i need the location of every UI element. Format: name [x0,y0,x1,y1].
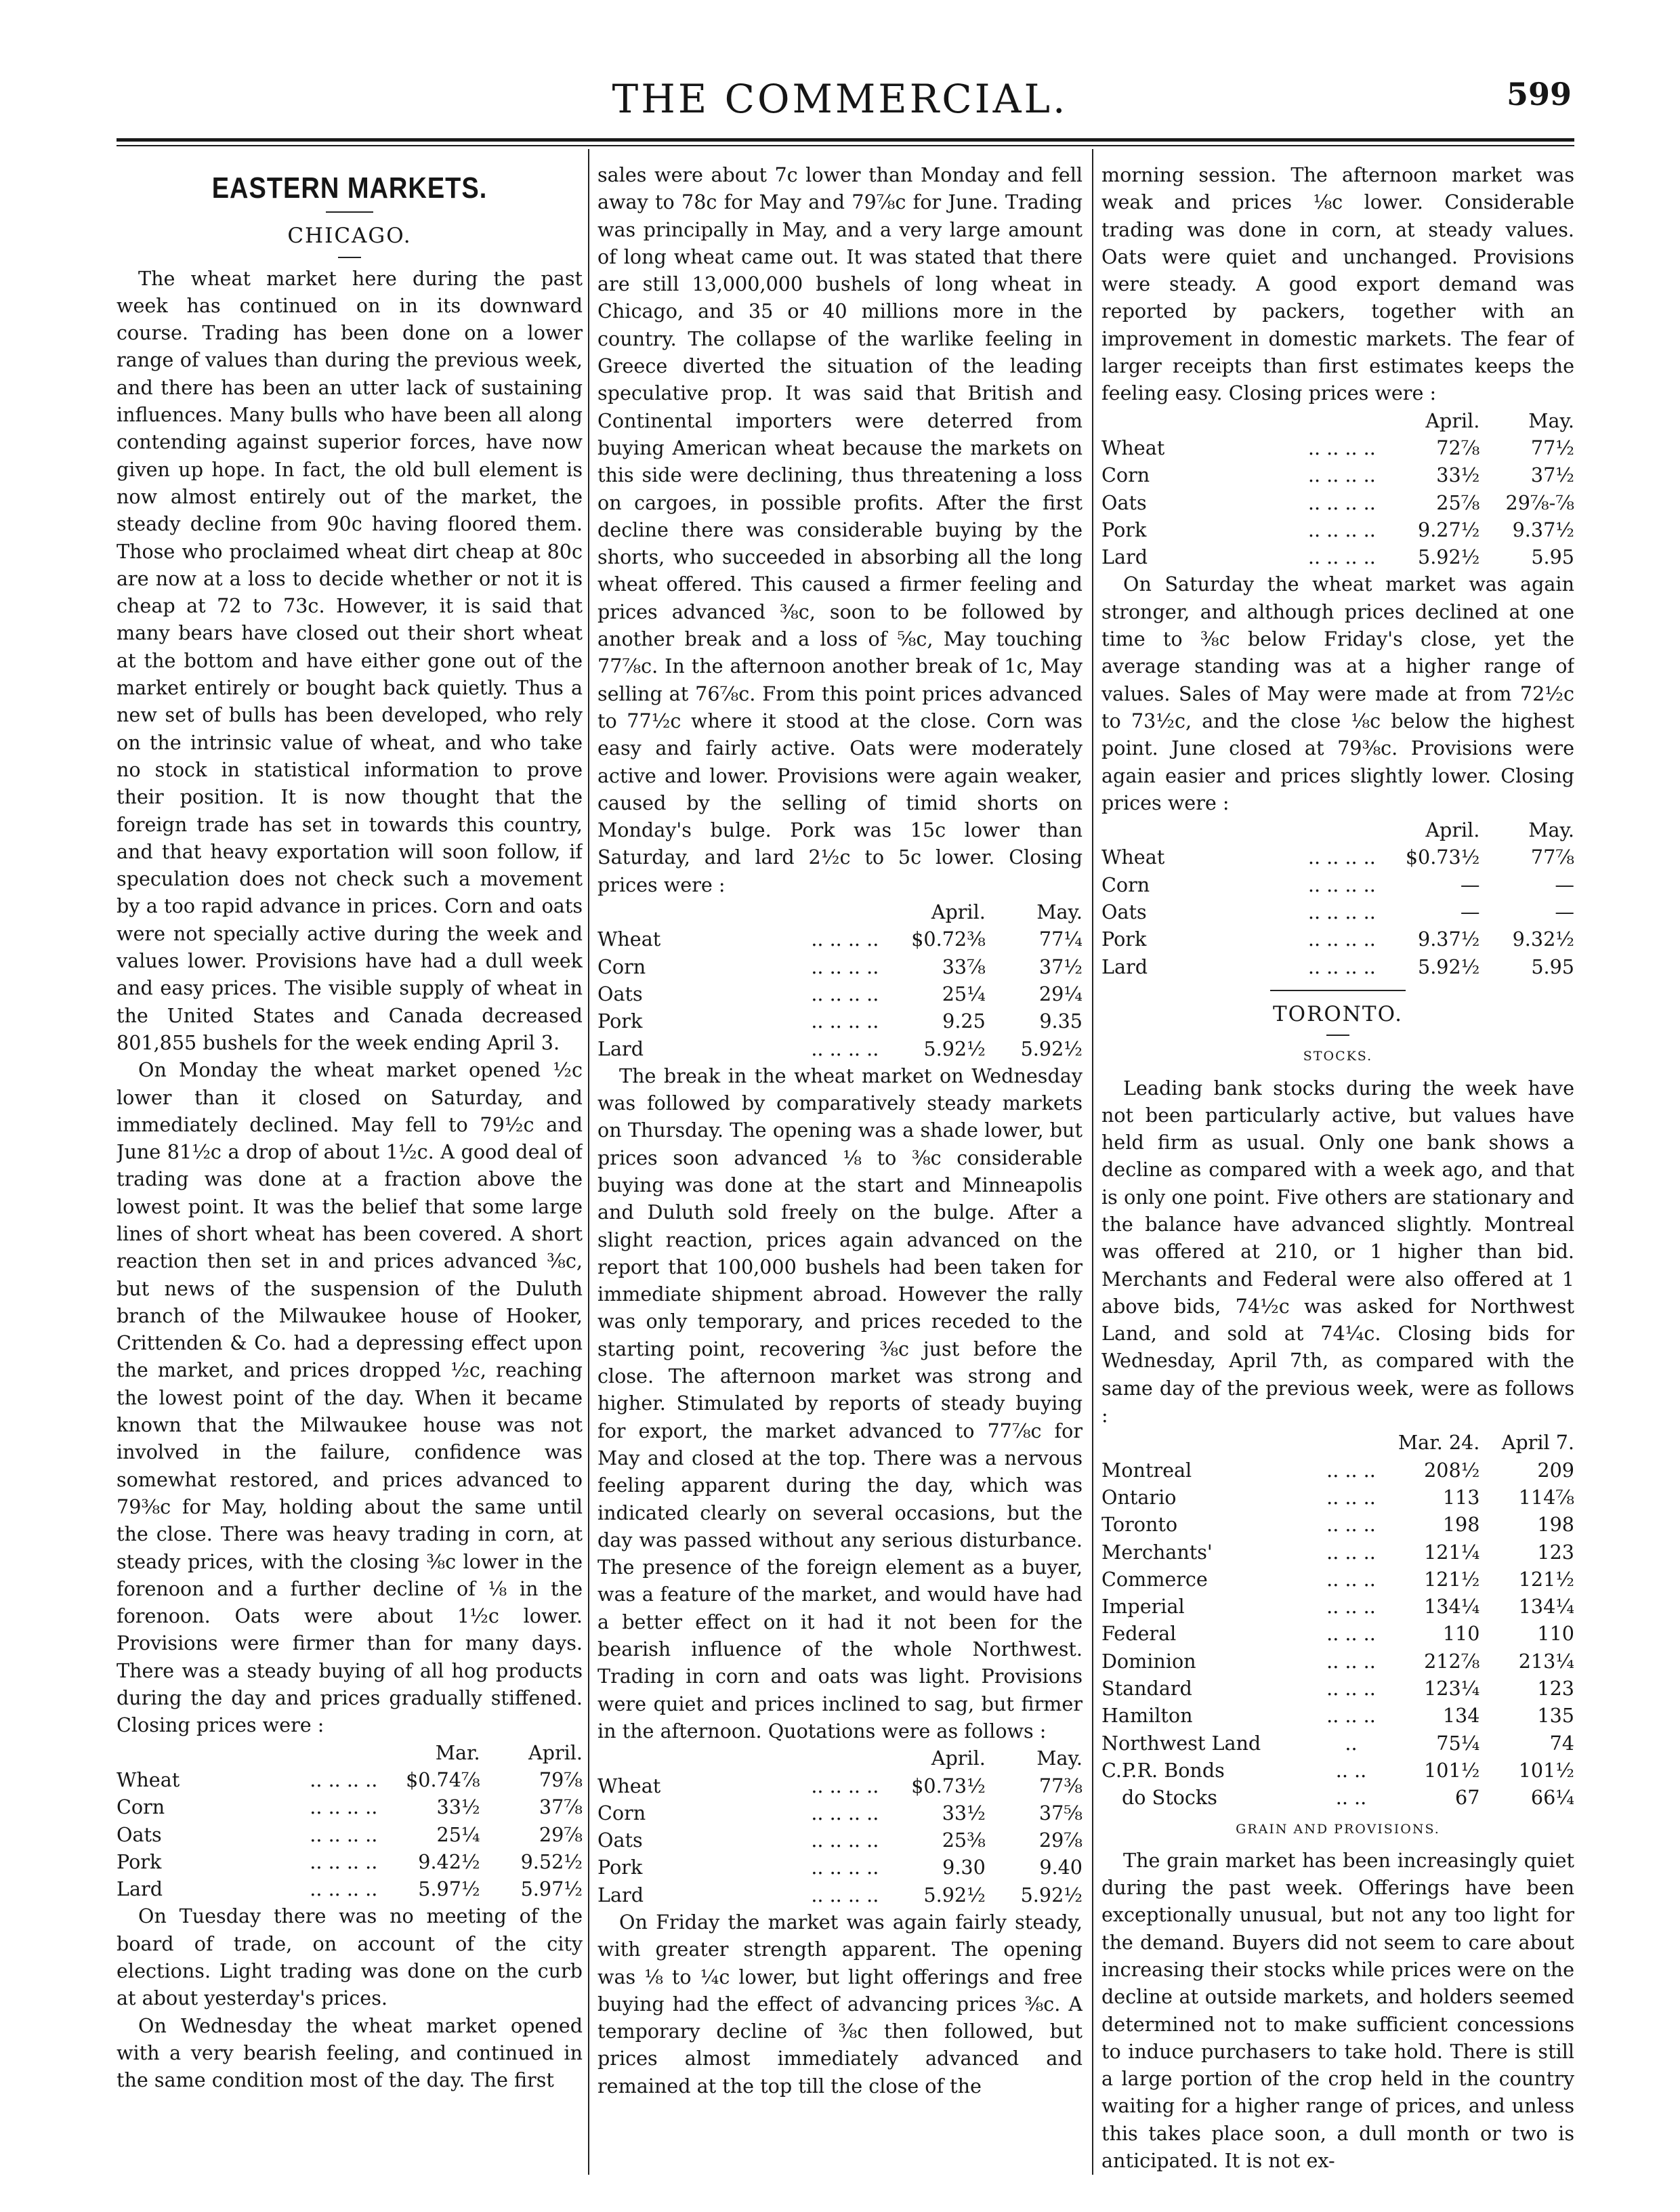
divider [1270,990,1406,991]
table-header-row [1101,816,1574,843]
paragraph: Leading bank stocks during the week have not been particularly active, but values have held firm as usual. Only one bank shows a decline as compared with a week ago, and that is only one point. Five others are stationary and the balance have advanced slightly. Montreal was offered at 210, or 1 higher than bid. Merchants and Federal were also offered at 1 above bids, 74½c was asked for Northwest Land, and sold at 74¼c. Closing bids for Wednesday, April 7th, as compared with the same day of the previous week, were as follows : [1101,1076,1574,1427]
price-cell: 33½ [942,1801,986,1824]
column-2 [597,161,1083,2187]
commodity-label: Oats [597,982,643,1005]
commodity-label: Oats [597,1829,643,1852]
price-cell: 25¼ [436,1822,480,1846]
paragraph: On Monday the wheat market opened ½c lower than it closed on Saturday, and immediately declined. May fell to 79½c and June 81½c a drop of about 1½c. A good deal of trading was done at a fraction above the lowest point. It was the belief that some large lines of short wheat has been covered. A short reaction then set in and prices advanced ⅜c, but news of the suspension of the Duluth branch of the Milwaukee house of Hooker, Crittenden & Co. had a depressing effect upon the market, and prices dropped ½c, reaching the lowest point of the day. When it became known that the Milwaukee house was not involved in the failure, confidence was somewhat restored, and prices advanced to 79⅜c for May, holding about the same until the close. There was heavy trading in corn, at steady prices, with the closing ⅜c lower in the forenoon and a further decline of ⅛ in the forenoon. Oats were about 1½c lower. Provisions were firmer than for many days. There was a steady buying of all hog products during the day and prices gradually stiffened. Closing prices were : [117,1058,583,1737]
bid-cell: 123 [1537,1540,1574,1564]
price-cell: — [1460,873,1480,896]
bid-cell: 113 [1442,1485,1480,1509]
price-cell: 5.92½ [923,1037,986,1060]
price-cell: — [1460,900,1480,924]
price-cell: 37⅝ [1038,1801,1083,1824]
column-header: April. [931,900,986,924]
price-cell: 25¼ [942,982,986,1005]
bid-cell: 208½ [1424,1458,1480,1482]
price-cell: 77⅜ [1038,1774,1083,1797]
bid-cell: 110 [1442,1622,1480,1646]
table-row: Wheat .. .. .. .. $0.73½ 77⅞ [1101,843,1574,871]
table-row: Oats .. .. .. .. 25⅜ 29⅞ [597,1827,1083,1854]
table-row: C.P.R. Bonds .. .. 101½ 101½ [1101,1757,1574,1784]
price-cell: 37⅞ [539,1795,583,1819]
commodity-label: Corn [1101,463,1150,487]
table-row: Wheat .. .. .. .. $0.72⅜ 77¼ [597,925,1083,953]
table-header-row [1101,407,1574,434]
bank-label: Montreal [1101,1458,1192,1482]
table-row: Ontario .. .. .. 113 114⅞ [1101,1484,1574,1511]
column-header: April. [931,1747,986,1770]
table-row: Lard .. .. .. .. 5.92½ 5.92½ [597,1035,1083,1062]
commodity-label: Corn [1101,873,1150,896]
bid-cell: 114⅞ [1518,1485,1574,1509]
closing-prices-table [597,898,1083,1062]
price-cell: 77⅞ [1530,846,1574,869]
column-header: April. [1425,409,1480,432]
column-3 [1101,161,1574,2187]
bid-cell: 101½ [1518,1758,1574,1782]
price-cell: 77½ [1530,436,1574,459]
table-row: Oats .. .. .. .. 25⅞ 29⅞-⅞ [1101,489,1574,516]
commodity-label: Lard [1101,545,1148,569]
price-cell: 25⅜ [942,1829,986,1852]
bid-cell: 110 [1537,1622,1574,1646]
price-cell: 9.30 [942,1856,986,1879]
commodity-label: Pork [597,1009,643,1033]
table-row: Standard .. .. .. 123¼ 123 [1101,1675,1574,1702]
table-row: Pork .. .. .. .. 9.27½ 9.37½ [1101,516,1574,543]
bank-label: Merchants' [1101,1540,1213,1564]
price-cell: 5.92½ [1020,1037,1083,1060]
price-cell: 25⅞ [1436,491,1480,514]
column-header: Mar. [435,1740,480,1764]
commodity-label: Corn [597,955,646,978]
table-header-row [597,1745,1083,1772]
commodity-label: Oats [1101,900,1147,924]
table-row: Pork .. .. .. .. 9.42½ 9.52½ [117,1848,583,1875]
paragraph: On Tuesday there was no meeting of the board of trade, on account of the city elections. Light trading was done on the curb at about yesterday's prices. [117,1904,583,2010]
header-rule-thin [117,145,1574,146]
price-cell: 33½ [1436,463,1480,487]
commodity-label: Pork [117,1850,162,1873]
bid-cell: 75¼ [1436,1731,1480,1755]
table-row: Corn .. .. .. .. 33⅞ 37½ [597,953,1083,980]
table-row: Toronto .. .. .. 198 198 [1101,1511,1574,1538]
price-cell: 9.27½ [1418,518,1480,541]
table-row: Federal .. .. .. 110 110 [1101,1620,1574,1647]
header-rule [117,138,1574,142]
bank-label: Northwest Land [1101,1731,1261,1755]
bid-cell: 135 [1537,1704,1574,1728]
bank-label: Federal [1101,1622,1177,1646]
bank-stocks-table [1101,1429,1574,1811]
table-row: Corn .. .. .. .. 33½ 37⅞ [117,1793,583,1820]
commodity-label: Lard [117,1877,163,1901]
table-row: Wheat .. .. .. .. $0.73½ 77⅜ [597,1772,1083,1799]
price-cell: 9.42½ [418,1850,480,1873]
price-cell: 33⅞ [942,955,986,978]
divider [338,257,361,258]
table-row: Oats .. .. .. .. — — [1101,898,1574,925]
commodity-label: Wheat [597,1774,661,1797]
column-header: April. [1425,818,1480,842]
paragraph: sales were about 7c lower than Monday and fell away to 78c for May and 79⅞c for June. Trading was principally in May, and a very large amount of long wheat came out. It was stated that there are still 13,000,000 bushels of long wheat in Chicago, and 35 or 40 millions more in the country. The collapse of the warlike feeling in Greece diverted the situation of the leading speculative prop. It was said that British and Continental importers were deterred from buying American wheat because the markets on this side were declining, thus threatening a loss on cargoes, in possible profits. After the first decline there was considerable buying by the shorts, who succeeded in absorbing all the long wheat offered. This caused a firmer feeling and prices advanced ⅜c, soon to be followed by another break and a loss of ⅝c, May touching 77⅞c. In the afternoon another break of 1c, May selling at 76⅞c. From this point prices advanced to 77½c where it stood at the close. Corn was easy and fairly active. Oats were moderately active and lower. Provisions were again weaker, caused by the selling of timid shorts on Monday's bulge. Pork was 15c lower than Saturday, and lard 2½c to 5c lower. Closing prices were : [597,163,1083,896]
price-cell: 37½ [1038,955,1083,978]
bid-cell: 209 [1537,1458,1574,1482]
paragraph: The grain market has been increasingly quiet during the past week. Offerings have been exceptionally unusual, but not any too light for the demand. Buyers did not seem to care about increasing their stocks while prices were on the decline at outside markets, and holders seemed determined not to make sufficient concessions to induce purchasers to take hold. There is still a large portion of the crop held in the country waiting for a higher range of prices, and unless this takes place soon, a dull month or two is anticipated. It is not ex- [1101,1848,1574,2173]
column-header: May. [1036,1747,1083,1770]
table-row: Wheat .. .. .. .. $0.74⅞ 79⅞ [117,1766,583,1793]
table-row: Pork .. .. .. .. 9.37½ 9.32½ [1101,925,1574,953]
column-header: Mar. 24. [1398,1431,1480,1455]
table-row: Corn .. .. .. .. — — [1101,871,1574,898]
table-row: Lard .. .. .. .. 5.92½ 5.92½ [597,1881,1083,1908]
price-cell: 72⅞ [1436,436,1480,459]
price-cell: 9.37½ [1512,518,1574,541]
bank-label: Ontario [1101,1485,1177,1509]
bank-label: C.P.R. Bonds [1101,1758,1225,1782]
price-cell: 5.92½ [1418,545,1480,569]
price-cell: 77¼ [1038,927,1083,951]
price-cell: 5.92½ [1020,1883,1083,1906]
price-cell: 5.92½ [923,1883,986,1906]
table-row: Hamilton .. .. .. 134 135 [1101,1702,1574,1729]
table-row: Corn .. .. .. .. 33½ 37⅝ [597,1799,1083,1827]
paragraph: On Saturday the wheat market was again stronger, and although prices declined at one time to ⅜c below Friday's close, yet the average standing was at a higher range of values. Sales of May were made at from 72½c to 73½c, and the close ⅛c below the highest point. June closed at 79⅜c. Provisions were again easier and prices slightly lower. Closing prices were : [1101,572,1574,814]
table-row: Montreal .. .. .. 208½ 209 [1101,1457,1574,1484]
commodity-label: Wheat [597,927,661,951]
column-divider [1092,149,1093,2175]
price-cell: $0.73½ [911,1774,986,1797]
quotations-table [597,1745,1083,1908]
price-cell: $0.73½ [1405,846,1480,869]
subheading: GRAIN AND PROVISIONS. [1236,1821,1440,1837]
bank-label: Dominion [1101,1649,1196,1673]
subheading: STOCKS. [1303,1049,1373,1064]
bank-label: Commerce [1101,1567,1208,1591]
bank-label: Standard [1101,1677,1192,1700]
price-cell: 5.92½ [1418,955,1480,978]
column-header: April. [528,1740,583,1764]
commodity-label: Corn [597,1801,646,1824]
bid-cell: 121½ [1424,1567,1480,1591]
price-cell: 9.37½ [1418,927,1480,951]
price-cell: 9.32½ [1512,927,1574,951]
table-row: Oats .. .. .. .. 25¼ 29¼ [597,980,1083,1007]
commodity-label: Corn [117,1795,165,1819]
table-row: Corn .. .. .. .. 33½ 37½ [1101,461,1574,488]
price-cell: 5.97½ [418,1877,480,1901]
closing-prices-table [117,1739,583,1903]
paragraph: The break in the wheat market on Wednesday was followed by comparatively steady markets on Thursday. The opening was a shade lower, but prices soon advanced ⅛ to ⅜c considerable buying was done at the start and Minneapolis and Duluth sold freely on the bulge. After a slight reaction, prices again advanced on the report that 100,000 bushels had been taken for immediate shipment abroad. However the rally was only temporary, and prices receded to the starting point, recovering ⅜c just before the close. The afternoon market was strong and higher. Stimulated by reports of steady buying for export, the market advanced to 77⅞c for May and closed at the top. There was a nervous feeling apparent during the day, which was indicated clearly on several occasions, but the day was passed without any serious disturbance. The presence of the foreign element as a buyer, was a feature of the market, and would have had a better effect on it had it not been for the bearish influence of the whole Northwest. Trading in corn and oats was light. Provisions were quiet and prices inclined to sag, but firmer in the afternoon. Quotations were as follows : [597,1064,1083,1743]
commodity-label: Lard [1101,955,1148,978]
column-header: May. [1528,409,1574,432]
price-cell: 29⅞ [1038,1829,1083,1852]
bank-label: do Stocks [1122,1786,1217,1810]
paragraph: The wheat market here during the past week has continued on in its downward course. Trading has been done on a lower range of values than during the previous week, and there has been an utter lack of sustaining influences. Many bulls who have been all along contending against superior forces, have now given up hope. In fact, the old bull element is now almost entirely out of the market, the steady decline from 90c having floored them. Those who proclaimed wheat dirt cheap at 80c are now at a loss to decide whether or not it is cheap at 72 to 73c. However, it is said that many bears have closed out their short wheat at the bottom and have either gone out of the market entirely or bought back quietly. Thus a new set of bulls has been developed, who rely on the intrinsic value of wheat, and who take no stock in statistical information to prove their position. It is now thought that the foreign trade has set in towards this country, and that heavy exportation will soon follow, if speculation does not check such a movement by a too rapid advance in prices. Corn and oats were not specially active during the week and values lower. Provisions have had a dull week and easy prices. The visible supply of wheat in the United States and Canada decreased 801,855 bushels for the week ending April 3. [117,266,583,1054]
paragraph: On Wednesday the wheat market opened with a very bearish feeling, and continued in the same condition most of the day. The first [117,2013,583,2092]
bid-cell: 134 [1442,1704,1480,1728]
table-row: Pork .. .. .. .. 9.25 9.35 [597,1007,1083,1035]
price-cell: 5.97½ [520,1877,583,1901]
page-number: 599 [1506,76,1572,112]
price-cell: 9.35 [1039,1009,1083,1033]
table-row: do Stocks .. .. 67 66¼ [1101,1784,1574,1811]
closing-prices-table [1101,816,1574,980]
bid-cell: 121½ [1518,1567,1574,1591]
bid-cell: 198 [1442,1513,1480,1537]
price-cell: 9.52½ [520,1850,583,1873]
bid-cell: 134¼ [1518,1595,1574,1619]
page-title: THE COMMERCIAL. [612,76,1068,122]
bid-cell: 213¼ [1518,1649,1574,1673]
paragraph: morning session. The afternoon market was weak and prices ⅛c lower. Considerable trading was done in corn, at steady values. Oats were quiet and unchanged. Provisions were steady. A good export demand was reported by packers, together with an improvement in domestic markets. The fear of larger receipts than first estimates keeps the feeling easy. Closing prices were : [1101,163,1574,405]
price-cell: 9.25 [942,1009,986,1033]
price-cell: 29⅞-⅞ [1505,491,1574,514]
table-row: Wheat .. .. .. .. 72⅞ 77½ [1101,434,1574,461]
bid-cell: 67 [1455,1786,1480,1810]
table-row: Oats .. .. .. .. 25¼ 29⅞ [117,1821,583,1848]
bid-cell: 74 [1549,1731,1574,1755]
table-row: Lard .. .. .. .. 5.97½ 5.97½ [117,1875,583,1902]
subsection-title: CHICAGO. [287,224,412,249]
bid-cell: 121¼ [1424,1540,1480,1564]
table-row: Imperial .. .. .. 134¼ 134¼ [1101,1593,1574,1620]
bid-cell: 198 [1537,1513,1574,1537]
closing-prices-table [1101,407,1574,571]
bank-label: Hamilton [1101,1704,1193,1728]
commodity-label: Oats [1101,491,1147,514]
bid-cell: 66¼ [1530,1786,1574,1810]
section-title: EASTERN MARKETS. [211,171,488,205]
table-row: Pork .. .. .. .. 9.30 9.40 [597,1854,1083,1881]
column-header: May. [1528,818,1574,842]
commodity-label: Pork [1101,927,1147,951]
price-cell: 33½ [436,1795,480,1819]
price-cell: 5.95 [1531,545,1574,569]
price-cell: — [1555,873,1574,896]
commodity-label: Lard [597,1883,644,1906]
price-cell: — [1555,900,1574,924]
divider [326,211,373,213]
table-header-row [597,898,1083,925]
price-cell: 9.40 [1039,1856,1083,1879]
table-row: Northwest Land .. 75¼ 74 [1101,1730,1574,1757]
bid-cell: 134¼ [1424,1595,1480,1619]
price-cell: $0.74⅞ [406,1768,480,1791]
bid-cell: 123¼ [1424,1677,1480,1700]
table-row: Merchants' .. .. .. 121¼ 123 [1101,1539,1574,1566]
paragraph: On Friday the market was again fairly steady, with greater strength apparent. The opening was ⅛ to ¼c lower, but light offerings and free buying had the effect of advancing prices ⅜c. A temporary decline of ⅜c then followed, but prices almost immediately advanced and remained at the top till the close of the [597,1911,1083,2098]
divider [1326,1035,1349,1036]
subsection-title: TORONTO. [1272,1001,1404,1026]
commodity-label: Pork [597,1856,643,1879]
bank-label: Toronto [1101,1513,1178,1537]
table-header-row [1101,1429,1574,1456]
commodity-label: Oats [117,1822,162,1846]
commodity-label: Wheat [1101,436,1165,459]
price-cell: $0.72⅜ [911,927,986,951]
bid-cell: 123 [1537,1677,1574,1700]
price-cell: 79⅞ [539,1768,583,1791]
commodity-label: Pork [1101,518,1147,541]
table-row: Lard .. .. .. .. 5.92½ 5.95 [1101,953,1574,980]
table-row: Dominion .. .. .. 212⅞ 213¼ [1101,1648,1574,1675]
commodity-label: Lard [597,1037,644,1060]
table-header-row [117,1739,583,1766]
table-row: Commerce .. .. .. 121½ 121½ [1101,1566,1574,1593]
commodity-label: Wheat [1101,846,1165,869]
table-row: Lard .. .. .. .. 5.92½ 5.95 [1101,543,1574,570]
price-cell: 37½ [1530,463,1574,487]
column-1 [117,161,583,2187]
price-cell: 29¼ [1038,982,1083,1005]
column-divider [588,149,589,2175]
commodity-label: Wheat [117,1768,180,1791]
bank-label: Imperial [1101,1595,1185,1619]
column-header: April 7. [1501,1431,1574,1455]
column-header: May. [1036,900,1083,924]
bid-cell: 101½ [1424,1758,1480,1782]
bid-cell: 212⅞ [1424,1649,1480,1673]
price-cell: 29⅞ [539,1822,583,1846]
price-cell: 5.95 [1531,955,1574,978]
